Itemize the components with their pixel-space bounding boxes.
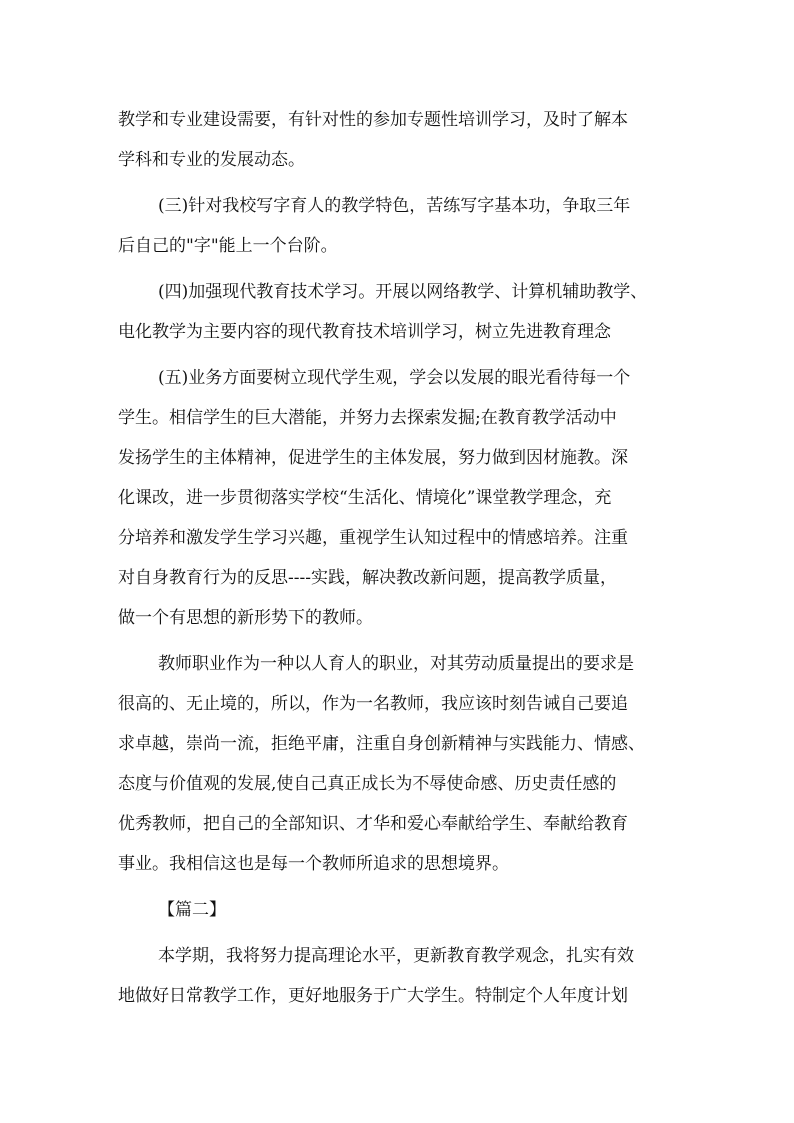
paragraph-line: 发扬学生的主体精神，促进学生的主体发展，努力做到因材施教。深: [118, 448, 628, 468]
paragraph-line: 化课改，进一步贯彻落实学校“生活化、情境化”课堂教学理念，充: [118, 488, 612, 508]
paragraph-line: (三)针对我校写字育人的教学特色，苦练写字基本功，争取三年: [158, 196, 631, 216]
paragraph-line: 事业。我相信这也是每一个教师所追求的思想境界。: [118, 854, 509, 874]
paragraph-line: 电化教学为主要内容的现代教育技术培训学习，树立先进教育理念: [118, 322, 611, 342]
paragraph-line: (四)加强现代教育技术学习。开展以网络教学、计算机辅助教学、: [158, 282, 648, 302]
paragraph-line: 优秀教师，把自己的全部知识、才华和爱心奉献给学生、奉献给教育: [118, 814, 628, 834]
paragraph-line: 学生。相信学生的巨大潜能，并努力去探索发掘;在教育教学活动中: [118, 408, 617, 428]
paragraph-line: 教学和专业建设需要，有针对性的参加专题性培训学习，及时了解本: [118, 110, 628, 130]
section-heading: 【篇二】: [158, 900, 226, 920]
paragraph-line: 后自己的"字"能上一个台阶。: [118, 236, 338, 256]
document-body: [118, 100, 678, 1016]
paragraph-line: 学科和专业的发展动态。: [118, 150, 305, 170]
paragraph-line: 教师职业作为一种以人育人的职业，对其劳动质量提出的要求是: [158, 654, 634, 674]
paragraph-line: (五)业务方面要树立现代学生观，学会以发展的眼光看待每一个: [158, 368, 631, 388]
paragraph-line: 对自身教育行为的反思----实践，解决教改新问题，提高教学质量，: [118, 568, 617, 588]
paragraph-line: 本学期，我将努力提高理论水平，更新教育教学观念，扎实有效: [158, 946, 634, 966]
paragraph-line: 做一个有思想的新形势下的教师。: [118, 608, 373, 628]
paragraph-line: 很高的、无止境的，所以，作为一名教师，我应该时刻告诫自己要追: [118, 694, 628, 714]
paragraph-line: 求卓越，崇尚一流，拒绝平庸，注重自身创新精神与实践能力、情感、: [118, 734, 645, 754]
paragraph-line: 分培养和激发学生学习兴趣，重视学生认知过程中的情感培养。注重: [118, 528, 628, 548]
paragraph-line: 地做好日常教学工作，更好地服务于广大学生。特制定个人年度计划: [118, 986, 628, 1006]
paragraph-line: 态度与价值观的发展,使自己真正成长为不辱使命感、历史责任感的: [118, 774, 617, 794]
